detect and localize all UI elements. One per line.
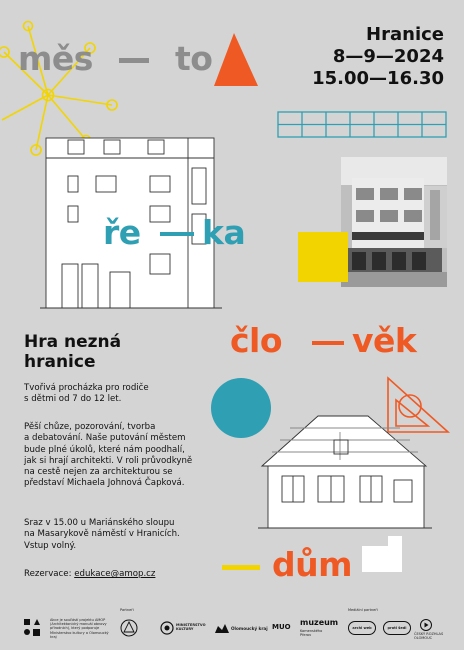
logo-ministry-culture: MINISTERSTVO KULTURY (176, 623, 206, 632)
intro-title (24, 332, 121, 372)
logo-olomouc-region: Olomoucký kraj (231, 626, 268, 631)
orange-dash (312, 341, 344, 345)
word-mesto-part2: to (175, 39, 213, 78)
grey-dash (119, 58, 149, 63)
media-logo-1: archi web (352, 625, 372, 630)
description-line: na cestě nejen za architekturou se (24, 467, 173, 478)
building-photo (341, 157, 447, 287)
audience-line: s dětmi od 7 do 12 let. (24, 394, 122, 405)
description-text (24, 422, 214, 490)
audience-text (24, 383, 214, 406)
word-dum: dům (272, 545, 353, 584)
project-line: Akce je součástí projektu AMOP (50, 618, 106, 622)
media-logo-2-badge (383, 621, 411, 635)
teal-dash (160, 232, 194, 236)
teal-grid (278, 112, 446, 137)
partner-seal-icon (120, 619, 138, 637)
ministry-culture-icon (160, 621, 174, 635)
word-clovek-part1: člo (230, 321, 283, 360)
white-block-tab (388, 536, 402, 550)
orange-outline-triangle (388, 378, 448, 432)
yellow-square (298, 232, 348, 282)
project-line: Ministerstvo kultury a Olomoucký kraj (50, 630, 109, 639)
word-clovek-part2: věk (352, 321, 417, 360)
description-line: představí Michaela Johnová Čapková. (24, 478, 185, 489)
event-info (312, 24, 444, 90)
event-time: 15.00—16.30 (312, 68, 444, 89)
amop-logo-icon (24, 619, 44, 637)
description-line: Pěší chůze, pozorování, tvorba (24, 422, 156, 432)
yellow-dash (222, 565, 260, 570)
radio-play-icon (420, 619, 434, 631)
media-partners-label: Mediální partneři (348, 608, 378, 612)
teal-circle (211, 378, 271, 438)
meeting-line: Sraz v 15.00 u Mariánského sloupu (24, 518, 175, 528)
description-line: jak si hrají architekti. V roli průvodkyně (24, 455, 193, 466)
project-line: (Architektonický manuál obnovy (50, 622, 107, 627)
logo-muo: MUO (272, 623, 291, 631)
reservation-label: Rezervace: (24, 569, 72, 579)
olomouc-region-icon (214, 623, 230, 635)
event-date: 8—9—2024 (332, 46, 444, 67)
logo-muzeum: muzeum (300, 618, 339, 627)
project-info (50, 618, 114, 639)
project-line: přírodních), který podporuje (50, 626, 100, 631)
meeting-line: na Masarykově náměstí v Hranicích. (24, 529, 180, 540)
media-logo-2: proti šedi (387, 625, 407, 630)
word-mesto-part1: měs (18, 39, 93, 78)
orange-triangle (214, 33, 258, 86)
word-reka-part2: ka (202, 213, 246, 252)
word-reka-part1: ře (103, 213, 141, 252)
intro-title-line1: Hra nezná (24, 332, 122, 352)
logo-muzeum-sub: Komenského Přerov (300, 629, 323, 638)
intro-title-line2: hranice (24, 352, 96, 372)
meeting-text (24, 518, 214, 552)
event-town: Hranice (366, 24, 444, 45)
description-line: bude plné úkolů, které nám poodhalí, (24, 444, 185, 455)
footer (0, 605, 464, 650)
description-line: a debatování. Naše putování městem (24, 433, 186, 444)
meeting-line: Vstup volný. (24, 540, 77, 551)
media-logo-1-badge (348, 621, 376, 635)
audience-line: Tvořivá procházka pro rodiče (24, 383, 149, 393)
partners-label: Partneři (120, 608, 134, 612)
logo-rozhlas: ČESKÝ ROZHLAS OLOMOUC (414, 632, 444, 641)
reservation-email-link[interactable]: edukace@amop.cz (74, 569, 156, 579)
reservation (24, 569, 214, 580)
